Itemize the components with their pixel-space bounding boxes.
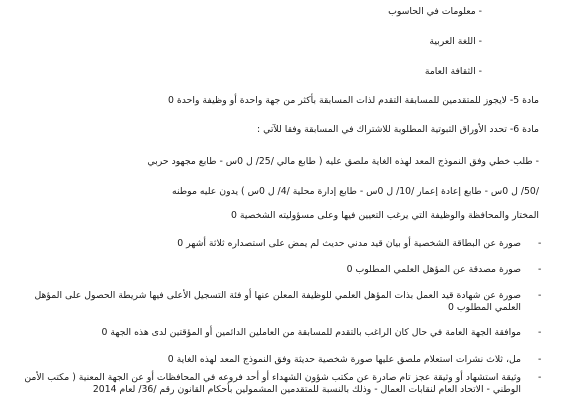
item-background-checks: مل، ثلاث نشرات استعلام ملصق عليها صورة شخصية حديثة وفق النموذج المعد لهذه الغاية 0 <box>167 354 521 365</box>
subject-arabic: - اللغة العربية <box>429 36 482 47</box>
subject-culture: - الثقافة العامة <box>424 66 482 77</box>
item-employer-approval: موافقة الجهة العامة في حال كان الراغب بالتقدم للمسابقة من العاملين الدائمين أو المؤقتين لدى هذه الجهة 0 <box>101 327 521 338</box>
item-martyr-document: وثيقة استشهاد أو وثيقة عجز تام صادرة عن مكتب شؤون الشهداء أو أحد فروعه في المحافظات أو عن الجهة المعنية ( مكتب الأمن الوطني - الاتحاد العام لنقابات العمال - وذلك بالنسبة للمتقدمين المشمولين بأحكام القانون رقم /36/ لعام 2014 <box>24 372 521 395</box>
bullet-dash: - <box>538 264 542 275</box>
subject-computer: - معلومات في الحاسوب <box>388 6 482 17</box>
bullet-dash: - <box>538 327 542 338</box>
bullet-dash: - <box>538 372 542 383</box>
item-certified-qualification: صورة مصدقة عن المؤهل العلمي المطلوب 0 <box>346 264 521 275</box>
bullet-dash: - <box>538 290 542 301</box>
bullet-dash: - <box>538 238 542 249</box>
item-id-card: صورة عن البطاقة الشخصية أو بيان قيد مدني حديث لم يمض على استصداره ثلاثة أشهر 0 <box>177 238 521 249</box>
request-line-1: - طلب خطي وفق النموذج المعد لهذه الغاية ملصق عليه ( طابع مالي /25/ ل 0س - طابع مجهود حربي <box>147 156 539 167</box>
request-line-3: المختار والمحافظة والوظيفة التي يرغب التعيين فيها وعلى مسؤوليته الشخصية 0 <box>230 210 539 221</box>
item-registration-certificate: صورة عن شهادة قيد العمل بذات المؤهل العلمي للوظيفة المعلن عنها أو فئة التسجيل الأعلى فيها شريطة الحصول على المؤهل العلمي المطلوب 0 <box>34 290 521 313</box>
article-6: مادة 6- تحدد الأوراق الثبوتية المطلوبة للاشتراك في المسابقة وفقا للآتي : <box>256 124 539 135</box>
request-line-2: /50/ ل 0س - طابع إعادة إعمار /10/ ل 0س - طابع إدارة محلية /4/ ل 0س ) يدون عليه موطنه <box>171 186 539 197</box>
bullet-dash: - <box>538 354 542 365</box>
article-5: مادة 5- لايجوز للمتقدمين للمسابقة التقدم لذات المسابقة بأكثر من جهة واحدة أو وظيفة واحدة 0 <box>167 95 539 106</box>
